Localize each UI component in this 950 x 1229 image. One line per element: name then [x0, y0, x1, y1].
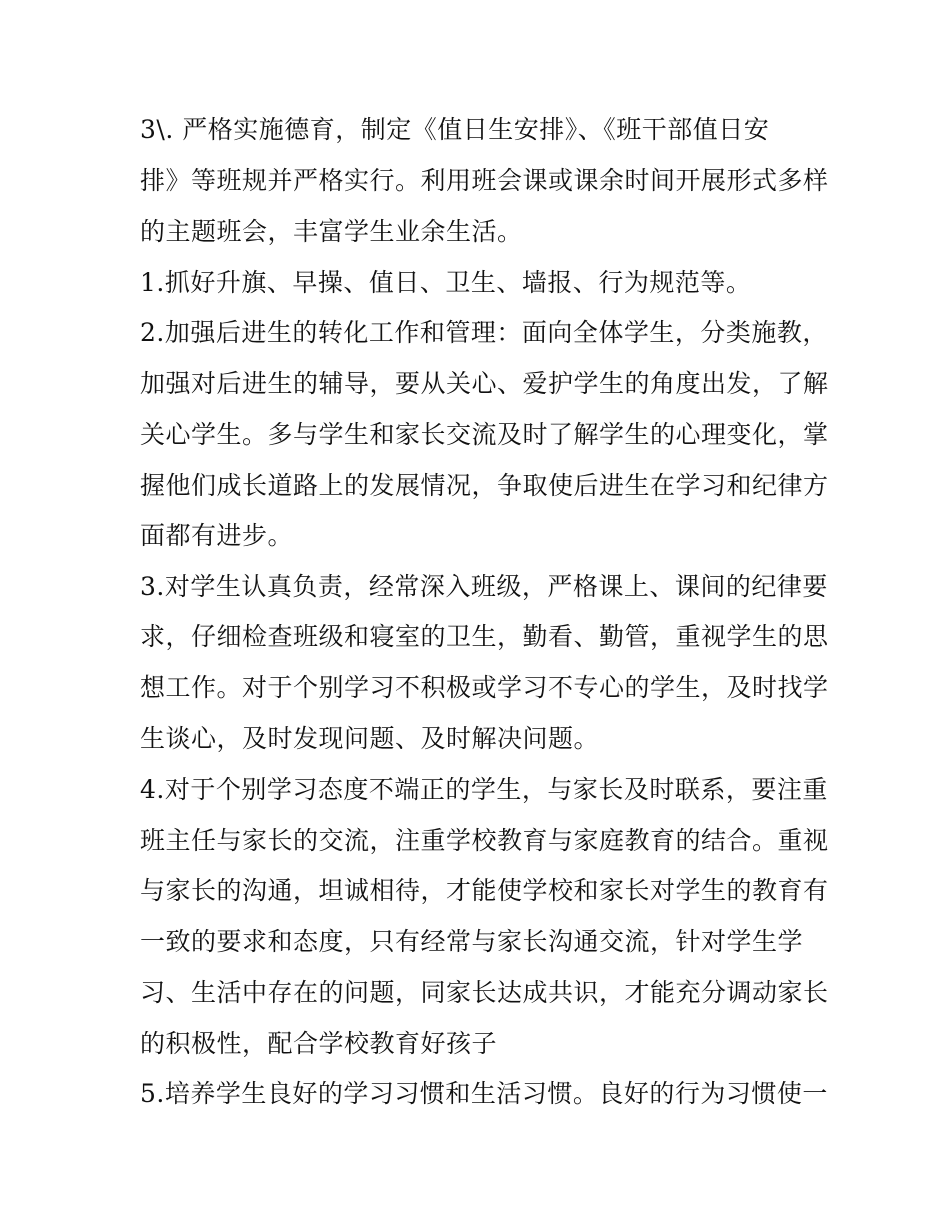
text-line: 加强对后进生的辅导，要从关心、爱护学生的角度出发，了解 — [140, 369, 829, 398]
text-line: 5.培养学生良好的学习习惯和生活习惯。良好的行为习惯使一 — [140, 1079, 828, 1108]
text-line: 握他们成长道路上的发展情况，争取使后进生在学习和纪律方 — [140, 471, 829, 500]
text-line: 关心学生。多与学生和家长交流及时了解学生的心理变化，掌 — [140, 420, 829, 449]
text-line: 面都有进步。 — [140, 521, 294, 550]
text-line: 生谈心，及时发现问题、及时解决问题。 — [140, 724, 600, 753]
text-line: 2.加强后进生的转化工作和管理：面向全体学生，分类施教， — [140, 318, 828, 347]
text-line: 一致的要求和态度，只有经常与家长沟通交流，针对学生学 — [140, 927, 804, 956]
text-line: 4.对于个别学习态度不端正的学生，与家长及时联系，要注重 — [140, 775, 828, 804]
text-line: 想工作。对于个别学习不积极或学习不专心的学生，及时找学 — [140, 673, 829, 702]
text-line: 习、生活中存在的问题，同家长达成共识，才能充分调动家长 — [140, 978, 829, 1007]
text-line: 3.对学生认真负责，经常深入班级，严格课上、课间的纪律要 — [140, 572, 828, 601]
text-line: 班主任与家长的交流，注重学校教育与家庭教育的结合。重视 — [140, 826, 829, 855]
text-line: 求，仔细检查班级和寝室的卫生，勤看、勤管，重视学生的思 — [140, 622, 829, 651]
text-line: 与家长的沟通，坦诚相待，才能使学校和家长对学生的教育有 — [140, 876, 829, 905]
text-line: 排》等班规并严格实行。利用班会课或课余时间开展形式多样 — [140, 166, 829, 195]
text-line: 1.抓好升旗、早操、值日、卫生、墙报、行为规范等。 — [140, 268, 752, 297]
text-line: 3\. 严格实施德育，制定《值日生安排》、《班干部值日安 — [140, 115, 770, 144]
text-line: 的积极性，配合学校教育好孩子 — [140, 1029, 498, 1058]
text-line: 的主题班会，丰富学生业余生活。 — [140, 217, 523, 246]
